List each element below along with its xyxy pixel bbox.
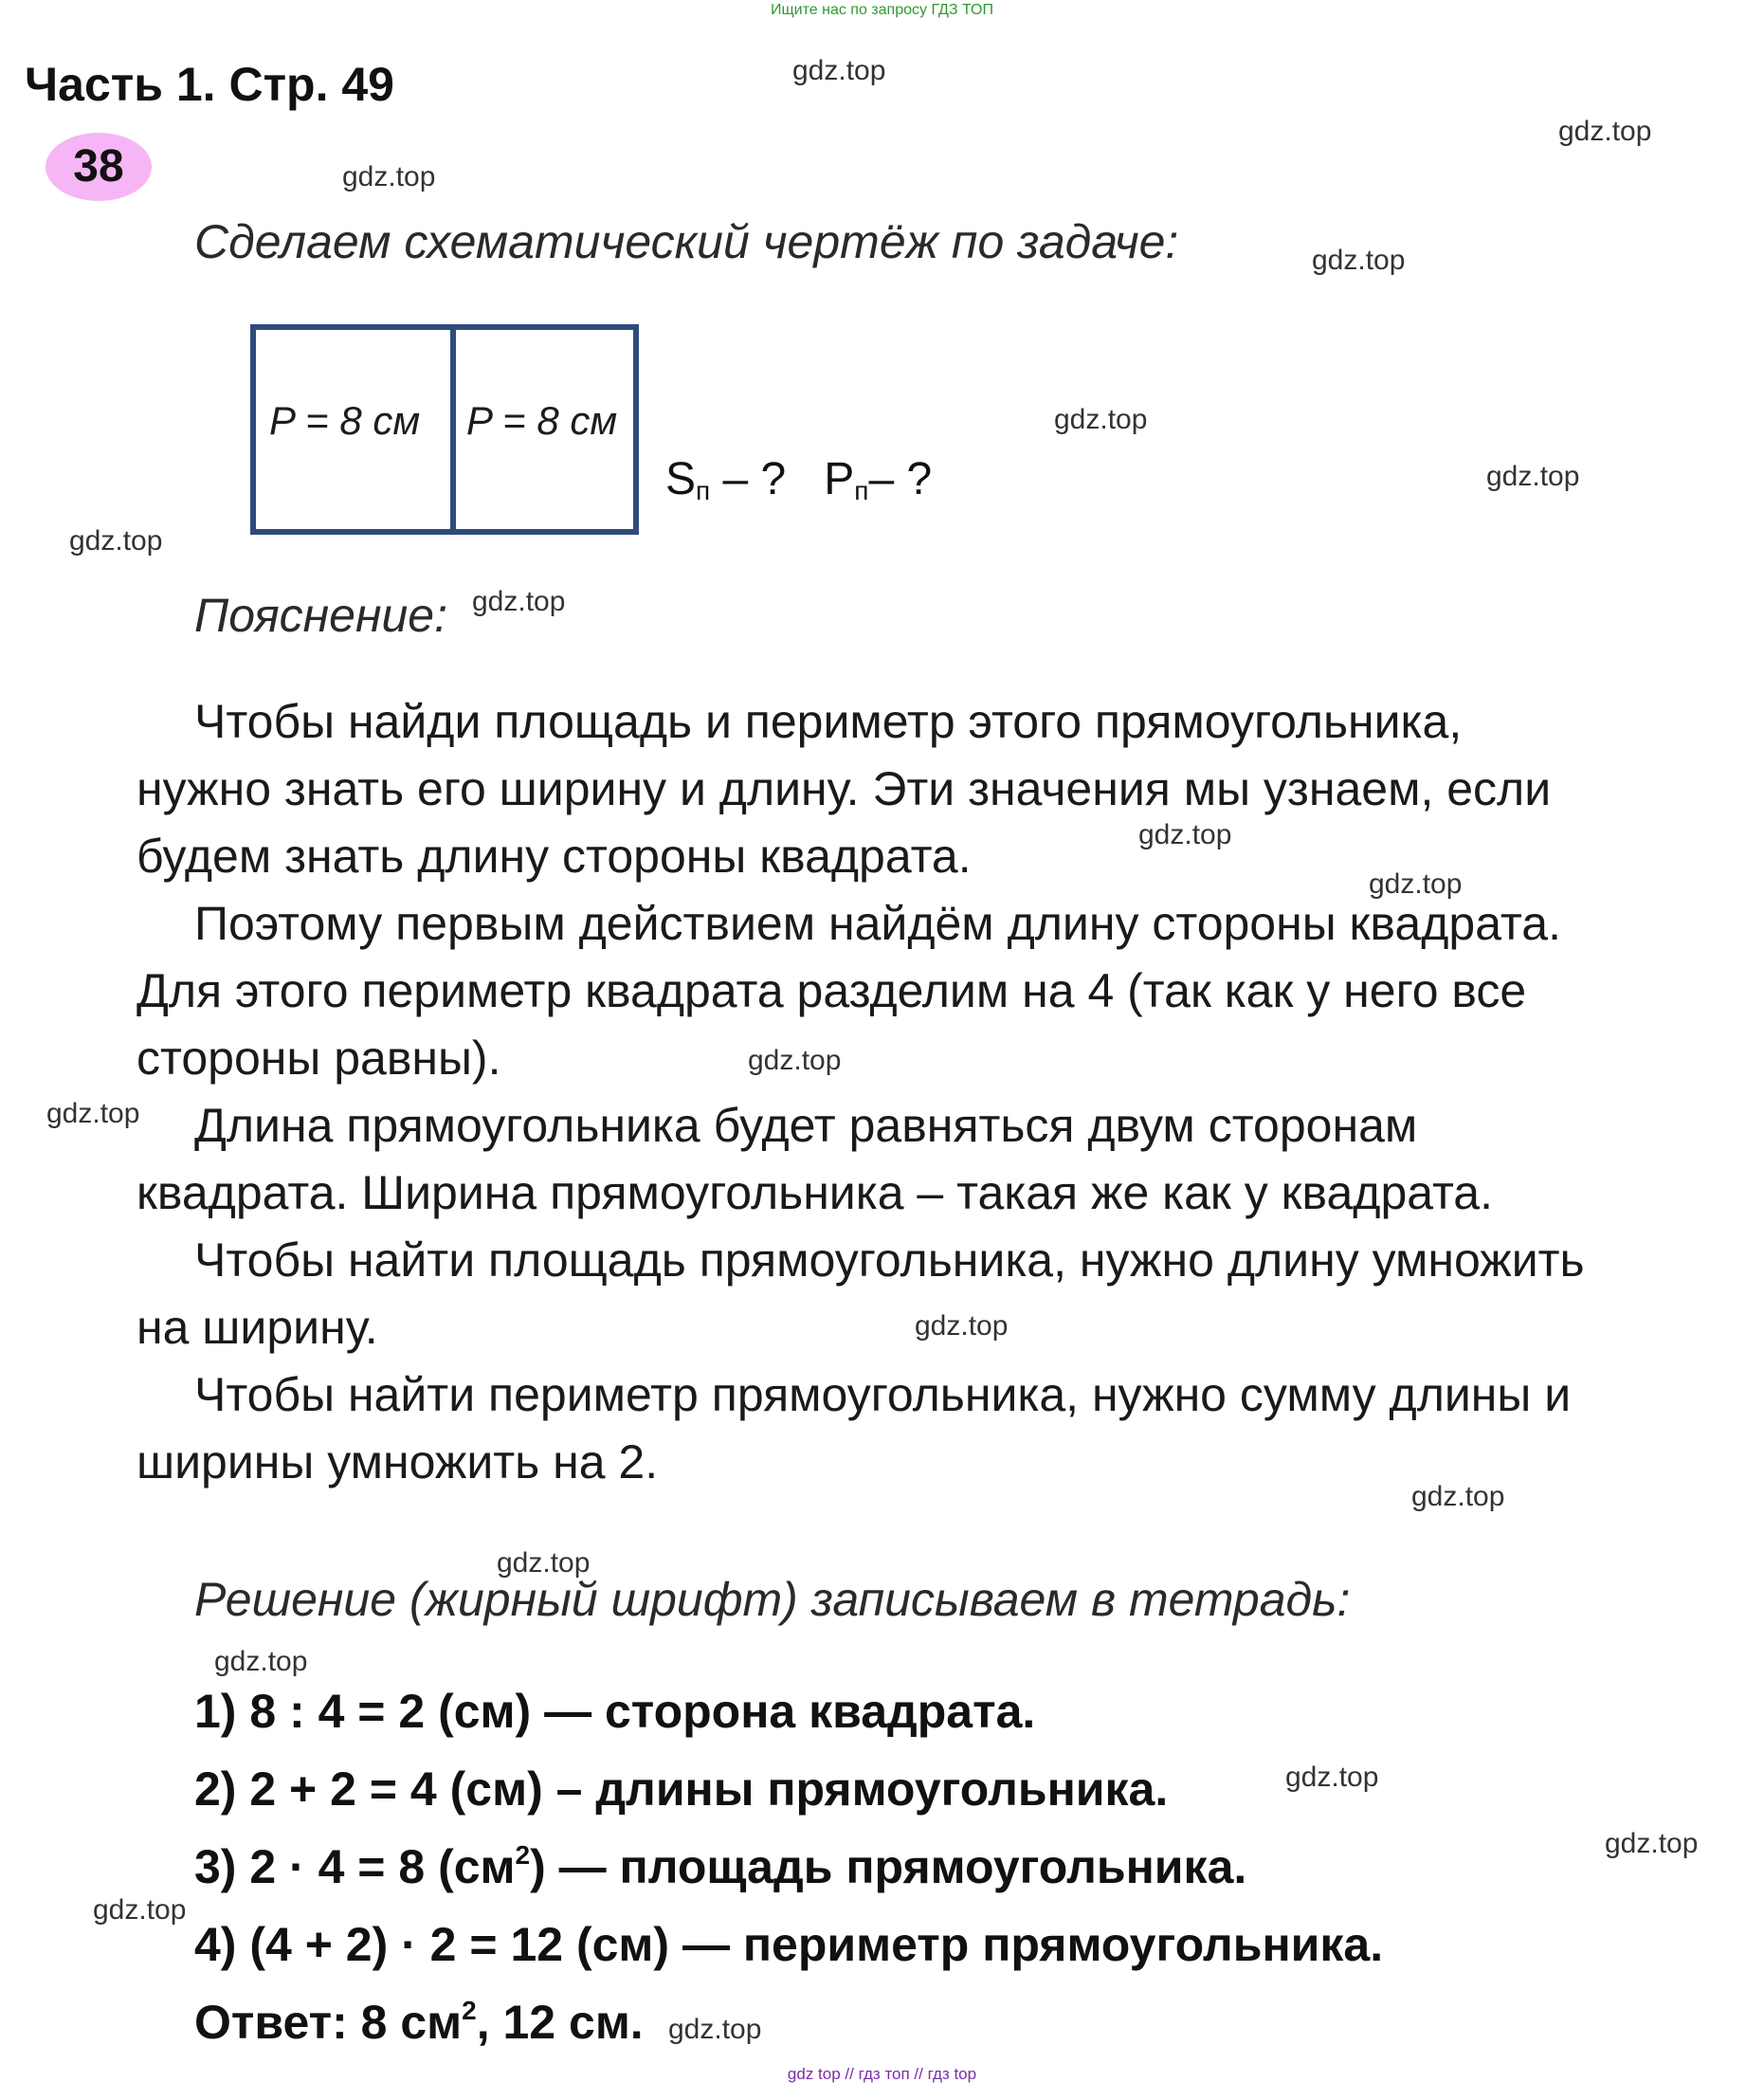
perimeter-subscript: п — [854, 476, 869, 505]
paragraph-line: на ширину. — [136, 1301, 378, 1354]
watermark: gdz.top — [214, 1646, 308, 1677]
paragraph-line: нужно знать его ширину и длину. Эти значения мы узнаем, если — [136, 762, 1552, 815]
perimeter-symbol: P — [824, 454, 855, 504]
question-label — [665, 453, 932, 506]
paragraph-line: Для этого периметр квадрата разделим на 4 (так как у него все — [136, 964, 1527, 1017]
rectangle-diagram — [250, 324, 639, 535]
area-question: – ? — [710, 454, 787, 504]
watermark: gdz.top — [1558, 116, 1652, 147]
watermark: gdz.top — [472, 586, 566, 617]
watermark: gdz.top — [915, 1310, 1009, 1342]
watermark: gdz.top — [668, 2014, 762, 2045]
area-symbol: S — [665, 454, 697, 504]
solution-step-4: 4) (4 + 2) · 2 = 12 (см) — периметр прямоугольника. — [194, 1918, 1384, 1971]
explanation-title: Пояснение: — [194, 589, 447, 642]
watermark: gdz.top — [1138, 819, 1232, 850]
paragraph-line: Длина прямоугольника будет равняться двум сторонам — [194, 1099, 1418, 1152]
solution-title: Решение (жирный шрифт) записываем в тетрадь: — [194, 1573, 1351, 1626]
answer-start: Ответ: 8 см — [194, 1996, 463, 2049]
area-subscript: п — [696, 476, 711, 505]
watermark: gdz.top — [1054, 404, 1148, 435]
diagram-divider — [450, 330, 456, 529]
square-left-label: P = 8 см — [269, 398, 421, 443]
paragraph-line: стороны равны). — [136, 1032, 501, 1085]
watermark: gdz.top — [1285, 1762, 1379, 1793]
watermark: gdz.top — [792, 55, 886, 86]
square-right-label: P = 8 см — [466, 398, 618, 443]
paragraph-line: Чтобы найди площадь и периметр этого прямоугольника, — [194, 695, 1463, 748]
paragraph-line: ширины умножить на 2. — [136, 1435, 659, 1488]
step-3-superscript: 2 — [515, 1840, 531, 1870]
watermark: gdz.top — [748, 1045, 842, 1076]
paragraph-line: Чтобы найти площадь прямоугольника, нужно длину умножить — [194, 1233, 1585, 1287]
watermark: gdz.top — [69, 525, 163, 557]
paragraph-line: квадрата. Ширина прямоугольника – такая же как у квадрата. — [136, 1166, 1494, 1219]
solution-step-1: 1) 8 : 4 = 2 (см) — сторона квадрата. — [194, 1685, 1036, 1738]
paragraph-line: Поэтому первым действием найдём длину стороны квадрата. — [194, 897, 1561, 950]
watermark: gdz.top — [1605, 1828, 1699, 1859]
page-title: Часть 1. Стр. 49 — [25, 58, 394, 111]
watermark: gdz.top — [1411, 1481, 1505, 1512]
answer-end: , 12 см. — [476, 1996, 644, 2049]
paragraph-line: Чтобы найти периметр прямоугольника, нужно сумму длины и — [194, 1368, 1572, 1421]
watermark: gdz.top — [93, 1894, 187, 1926]
watermark: gdz.top — [46, 1098, 140, 1129]
perimeter-question: – ? — [868, 454, 933, 504]
intro-text: Сделаем схематический чертёж по задаче: — [194, 215, 1179, 268]
step-3-start: 3) 2 · 4 = 8 (см — [194, 1840, 516, 1893]
solution-step-3 — [194, 1839, 1246, 1894]
answer-superscript: 2 — [462, 1996, 477, 2025]
task-number-badge: 38 — [45, 133, 152, 201]
paragraph-line: будем знать длину стороны квадрата. — [136, 830, 972, 883]
footer-watermark: gdz top // гдз топ // гдз top — [787, 2065, 977, 2083]
step-3-end: ) — площадь прямоугольника. — [530, 1840, 1247, 1893]
watermark: gdz.top — [1486, 461, 1580, 492]
watermark: gdz.top — [497, 1547, 591, 1579]
watermark: gdz.top — [342, 161, 436, 192]
watermark: gdz.top — [1369, 868, 1463, 900]
top-banner: Ищите нас по запросу ГДЗ ТОП — [771, 2, 993, 18]
answer — [194, 1995, 644, 2050]
solution-step-2: 2) 2 + 2 = 4 (см) – длины прямоугольника. — [194, 1762, 1169, 1816]
watermark: gdz.top — [1312, 245, 1406, 276]
